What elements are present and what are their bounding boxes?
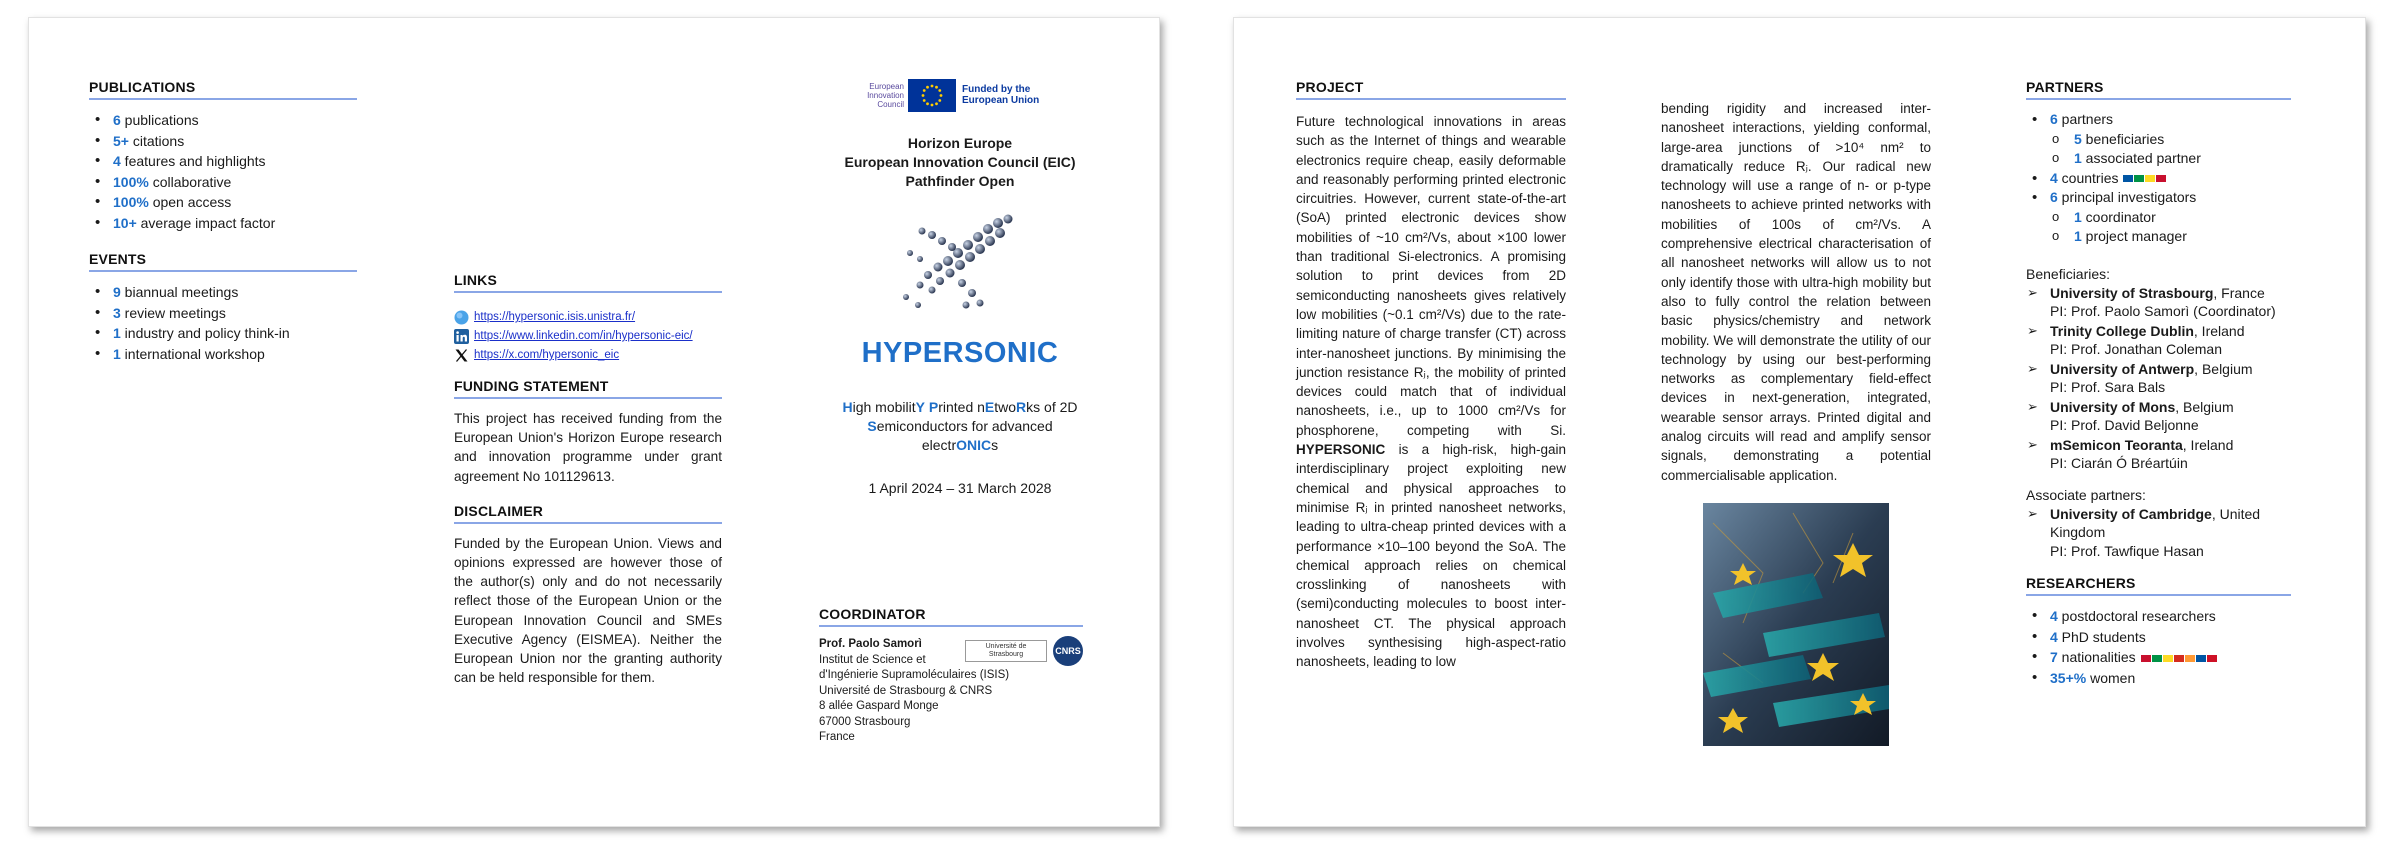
- cover-column: [815, 76, 1105, 496]
- flag-icon: [2185, 655, 2195, 662]
- associates-list: [2026, 505, 2291, 561]
- middle-column: [454, 272, 722, 687]
- list-item: ➢ University of Strasbourg, France PI: Prof. Paolo Samorì (Coordinator): [2026, 284, 2291, 321]
- associates-label: Associate partners:: [2026, 486, 2146, 503]
- cnrs-logo: CNRS: [1053, 636, 1083, 666]
- left-column: [89, 79, 357, 364]
- publications-heading: PUBLICATIONS: [89, 79, 357, 100]
- list-item: • 6 partners o 5 beneficiaries o 1 associated partner: [2026, 110, 2291, 169]
- partners-list: [2026, 110, 2291, 247]
- disclaimer-heading: DISCLAIMER: [454, 503, 722, 524]
- flag-icon: [2145, 175, 2155, 182]
- project-heading: PROJECT: [1296, 79, 1566, 100]
- flag-icon: [2163, 655, 2173, 662]
- address-line: d'Ingénierie Supramoléculaires (ISIS): [819, 669, 1010, 681]
- coordinator-heading: COORDINATOR: [819, 606, 1083, 627]
- partners-column: [2026, 79, 2291, 688]
- project-text-continued: bending rigidity and increased inter-nanosheet interactions, yielding conformal, large-area junctions of >10⁴ nm² to dramatically reduce Rⱼ. Our radical new technology will use a range of n- or p-type nanosheets to achieve printed networks with mobilities of 100s of cm²/Vs. A comprehensive electrical characterisation of all nanosheet networks will allow us to not only identify those with ultra-high mobility but also to fully control the relation between basic physics/chemistry and network mobility. We will demonstrate the utility of our technology by using our best-performing networks as complementary field-effect devices in next-generation, integrated, wearable sensor arrays. Printed digital and analog circuits will read and amplify sensor signals, demonstrating a potential commercialisable application.: [1661, 101, 1931, 483]
- website-link[interactable]: https://hypersonic.isis.unistra.fr/: [474, 311, 636, 323]
- x-link[interactable]: https://x.com/hypersonic_eic: [474, 349, 620, 361]
- eu-funded-label: Funded by the European Union: [962, 84, 1040, 106]
- flag-icon: [2174, 655, 2184, 662]
- project-name: HYPERSONIC: [861, 337, 1059, 369]
- linkedin-link[interactable]: https://www.linkedin.com/in/hypersonic-eic/: [474, 330, 693, 342]
- list-item: ➢ University of Cambridge, United Kingdom PI: Prof. Tawfique Hasan: [2026, 505, 2291, 561]
- list-item: • 4 features and highlights: [89, 151, 357, 172]
- list-item: • 7 nationalities: [2026, 647, 2291, 668]
- unistra-logo: Université de Strasbourg: [965, 640, 1047, 662]
- researchers-heading: RESEARCHERS: [2026, 575, 2291, 596]
- flag-icon: [2152, 655, 2162, 662]
- address-line: France: [819, 731, 855, 743]
- events-heading: EVENTS: [89, 251, 357, 272]
- list-item: ➢ University of Mons, Belgium PI: Prof. David Beljonne: [2026, 398, 2291, 435]
- list-item: • 6 principal investigators o 1 coordinator o 1 project manager: [2026, 188, 2291, 247]
- flag-icon: [2134, 175, 2144, 182]
- nationality-flags: [2140, 649, 2217, 665]
- x-icon: [454, 348, 469, 363]
- link-website[interactable]: [454, 309, 722, 325]
- brochure-inner-page: [1233, 17, 2366, 827]
- address-line: Université de Strasbourg & CNRS: [819, 684, 993, 697]
- linkedin-icon: [454, 329, 469, 344]
- country-flags: [2122, 170, 2166, 186]
- beneficiaries-list: [2026, 284, 2291, 473]
- address-line: Institut de Science et: [819, 653, 926, 666]
- coordinator-name: Prof. Paolo Samorì: [819, 638, 922, 650]
- funder-logos: [815, 76, 1105, 114]
- list-item: • 1 industry and policy think-in: [89, 323, 357, 344]
- list-item: ➢ Trinity College Dublin, Ireland PI: Prof. Jonathan Coleman: [2026, 322, 2291, 359]
- programme-block: [815, 134, 1105, 191]
- list-item: o 1 project manager: [2050, 227, 2291, 247]
- list-item: • 35+% women: [2026, 668, 2291, 689]
- list-item: o 5 beneficiaries: [2050, 130, 2291, 150]
- brochure-outer-page: [28, 17, 1160, 827]
- project-text: Future technological innovations in areas such as the Internet of things and wearable electronics require cheap, easily deformable and reasonably performing printed electronic circuitries. However, current state-of-the-art (SoA) printed electronic devices show mobilities of ~10 cm²/Vs, about ×100 lower than traditional Si-electronics. A promising solution to print devices from 2D semiconducting nanosheets gives relatively low mobilities (~0.1 cm²/Vs) due to the rate-limiting nature of charge transfer (CT) across inter-nanosheet junctions. By minimising the junction resistance Rⱼ, the mobility of printed devices could match that of individual nanosheets, i.e., up to 1000 cm²/Vs for phosphorene, competing with Si. HYPERSONIC is a high-risk, high-gain interdisciplinary project exploiting new chemical and physical approaches to minimise Rⱼ in printed nanosheet networks, leading to ultra-cheap printed devices with a performance ×10–100 beyond the SoA. The chemical approach relies on chemical crosslinking of nanosheets with (semi)conducting molecules to boost inter-nanosheet CT. The physical approach involves synthesising high-aspect-ratio nanosheets, leading to low: [1296, 114, 1566, 670]
- eu-flag-icon: [908, 79, 956, 112]
- address-line: 8 allée Gaspard Monge: [819, 700, 939, 712]
- list-item: • 4 PhD students: [2026, 627, 2291, 648]
- flag-icon: [2123, 175, 2133, 182]
- project-column-1: [1296, 79, 1566, 672]
- disclaimer-text: Funded by the European Union. Views and opinions expressed are however those of the author(s) only and do not necessarily reflect those of the European Union or the European Innovation Council and SMEs Executive Agency (EISMEA). Neither the European Union nor the granting authority can be held responsible for them.: [454, 535, 722, 686]
- flag-icon: [2207, 655, 2217, 662]
- programme-line: Horizon Europe: [907, 135, 1013, 151]
- researchers-list: [2026, 606, 2291, 688]
- eic-logo: European Innovation Council: [867, 81, 904, 109]
- list-item: ➢ University of Antwerp, Belgium PI: Prof. Sara Bals: [2026, 360, 2291, 397]
- list-item: ➢ mSemicon Teoranta, Ireland PI: Ciarán Ó Bréartúin: [2026, 436, 2291, 473]
- project-column-2: [1661, 99, 1931, 746]
- links-heading: LINKS: [454, 272, 722, 293]
- programme-line: Pathfinder Open: [905, 173, 1015, 189]
- flag-icon: [2156, 175, 2166, 182]
- nanosheet-illustration: [1703, 503, 1889, 746]
- project-dates: 1 April 2024 – 31 March 2028: [868, 480, 1052, 496]
- list-item: • 9 biannual meetings: [89, 282, 357, 303]
- flag-icon: [2196, 655, 2206, 662]
- globe-icon: [454, 310, 469, 325]
- project-acronym-expansion: High mobilitY Printed nEtwoRks of 2D Semiconductors for advanced electrONICs: [842, 399, 1078, 453]
- publications-list: [89, 110, 357, 233]
- jet-logo: [815, 205, 1105, 325]
- link-linkedin[interactable]: [454, 328, 722, 344]
- address-line: 67000 Strasbourg: [819, 715, 911, 728]
- coordinator-logos: [965, 636, 1083, 666]
- partners-heading: PARTNERS: [2026, 79, 2291, 100]
- funding-heading: FUNDING STATEMENT: [454, 378, 722, 399]
- list-item: • 4 postdoctoral researchers: [2026, 606, 2291, 627]
- flag-icon: [2141, 655, 2151, 662]
- coordinator-block: [819, 606, 1083, 746]
- list-item: • 10+ average impact factor: [89, 213, 357, 234]
- list-item: • 4 countries: [2026, 169, 2291, 189]
- beneficiaries-label: Beneficiaries:: [2026, 265, 2111, 282]
- link-x[interactable]: [454, 347, 722, 363]
- events-list: [89, 282, 357, 364]
- list-item: o 1 coordinator: [2050, 208, 2291, 228]
- list-item: • 100% open access: [89, 192, 357, 213]
- programme-line: European Innovation Council (EIC): [844, 154, 1076, 170]
- funding-statement: This project has received funding from the European Union's Horizon Europe research and innovation programme under grant agreement No 101129613.: [454, 411, 722, 484]
- list-item: • 1 international workshop: [89, 344, 357, 365]
- list-item: • 100% collaborative: [89, 172, 357, 193]
- list-item: • 5+ citations: [89, 131, 357, 152]
- list-item: o 1 associated partner: [2050, 149, 2291, 169]
- list-item: • 3 review meetings: [89, 303, 357, 324]
- list-item: • 6 publications: [89, 110, 357, 131]
